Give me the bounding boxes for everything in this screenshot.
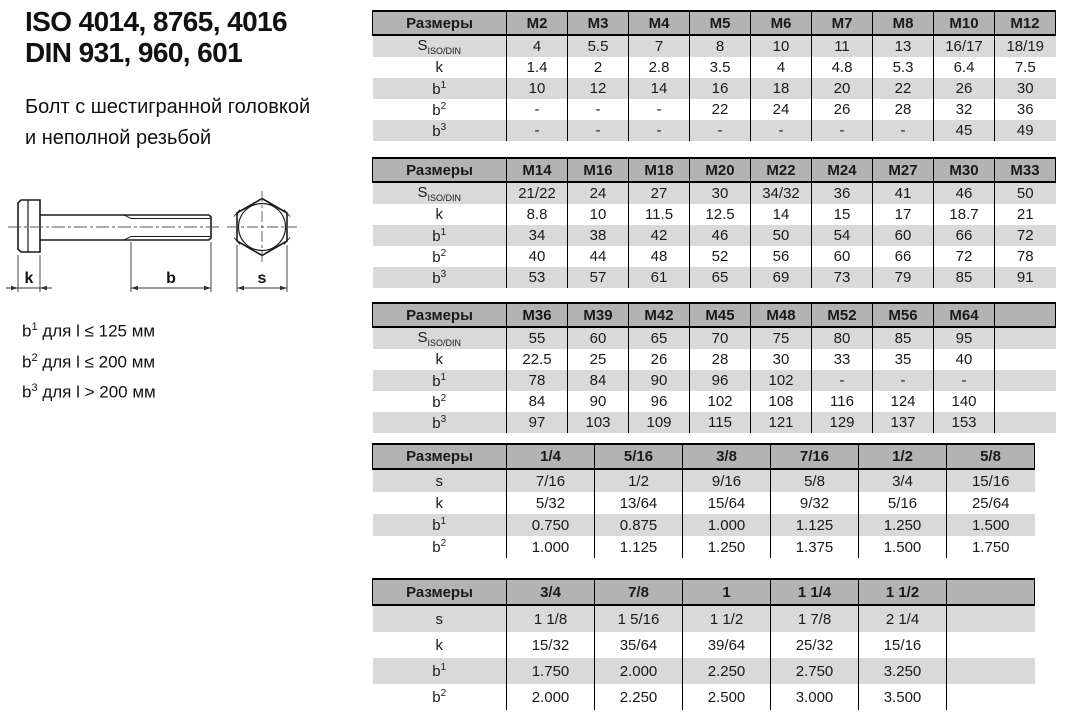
dimension-value-cell: 41 [873, 182, 934, 204]
row-label: $b^1$ [373, 78, 507, 99]
dimension-table-metric-m2-m12 [372, 10, 1056, 141]
dimension-value-cell: - [629, 99, 690, 120]
dimension-value-cell: 0.875 [595, 514, 683, 536]
table-row [373, 57, 1056, 78]
row-label: $b^2$ [373, 536, 507, 558]
dimension-value-cell [995, 370, 1056, 391]
column-header-size: 3/4 [507, 579, 595, 605]
dimension-value-cell: 3.250 [859, 658, 947, 684]
dimension-value-cell: - [568, 120, 629, 141]
dimension-value-cell: 75 [751, 327, 812, 349]
dimension-value-cell: 91 [995, 267, 1056, 288]
dimension-value-cell: 21/22 [507, 182, 568, 204]
column-header-size: M5 [690, 11, 751, 35]
dimension-value-cell: - [507, 99, 568, 120]
column-header-sizes: Размеры [373, 303, 507, 327]
dimension-value-cell: 24 [751, 99, 812, 120]
dimension-value-cell: 40 [507, 246, 568, 267]
dimension-value-cell: 7/16 [507, 469, 595, 492]
dimension-value-cell: 15/16 [947, 469, 1035, 492]
dimension-value-cell: 153 [934, 412, 995, 433]
column-header-size: 1/4 [507, 444, 595, 469]
table-row [373, 514, 1035, 536]
page-subtitle [25, 92, 310, 154]
dimension-value-cell: 60 [873, 225, 934, 246]
dimension-value-cell: 22 [690, 99, 751, 120]
dimension-value-cell: 2.000 [595, 658, 683, 684]
dimension-value-cell: 8.8 [507, 204, 568, 225]
dimension-value-cell: 30 [995, 78, 1056, 99]
dimension-value-cell: 96 [690, 370, 751, 391]
dimension-value-cell: 13/64 [595, 492, 683, 514]
legend-line-b3: $b^3$ для l > 200 мм [22, 382, 156, 402]
dimension-value-cell: 27 [629, 182, 690, 204]
column-header-size: 7/16 [771, 444, 859, 469]
row-label: k [373, 204, 507, 225]
table-row [373, 536, 1035, 558]
table-row [373, 78, 1056, 99]
table-row [373, 120, 1056, 141]
column-header-size: M2 [507, 11, 568, 35]
dimension-value-cell: 1.125 [595, 536, 683, 558]
column-header-size: M22 [751, 158, 812, 182]
dimension-value-cell: - [751, 120, 812, 141]
dimension-value-cell: 2 [568, 57, 629, 78]
dimension-value-cell: 9/32 [771, 492, 859, 514]
dimension-value-cell: 11 [812, 35, 873, 57]
dimension-value-cell: 2.250 [595, 684, 683, 710]
dimension-value-cell: 50 [995, 182, 1056, 204]
dimension-value-cell: 16 [690, 78, 751, 99]
dimension-value-cell: - [690, 120, 751, 141]
table-imperial-large [372, 578, 1035, 710]
dimension-value-cell: 1/2 [595, 469, 683, 492]
dimension-value-cell: 15/32 [507, 632, 595, 658]
dimension-value-cell: 78 [1016, 248, 1034, 265]
dimension-value-cell: - [568, 99, 629, 120]
dimension-value-cell: 65 [690, 267, 751, 288]
column-header-size: M52 [812, 303, 873, 327]
row-label: s [373, 605, 507, 632]
column-header-size [995, 303, 1056, 327]
table-imperial-small [372, 443, 1035, 558]
column-header-size: 5/16 [595, 444, 683, 469]
column-header-size: M48 [751, 303, 812, 327]
column-header-size: M10 [934, 11, 995, 35]
dimension-value-cell: 14 [629, 78, 690, 99]
dimension-value-cell: 26 [934, 78, 995, 99]
column-header-sizes: Размеры [373, 444, 507, 469]
dimension-label-b: b [166, 270, 176, 287]
dimension-value-cell: 1.250 [683, 536, 771, 558]
column-header-size: 1 1/2 [859, 579, 947, 605]
table-row [373, 182, 1056, 204]
dimension-value-cell: 55 [507, 327, 568, 349]
title-iso-line: ISO 4014, 8765, 4016 [25, 6, 287, 37]
table-row [373, 349, 1056, 370]
dimension-value-cell: 8 [690, 35, 751, 57]
table-row [373, 684, 1035, 710]
dimension-value-cell: 72 [934, 246, 995, 267]
dimension-value-cell: 1 5/16 [595, 605, 683, 632]
dimension-value-cell: 18/19 [995, 35, 1056, 57]
dimension-value-cell: 1.000 [683, 514, 771, 536]
dimension-value-cell: 15/64 [683, 492, 771, 514]
column-header-size: 5/8 [947, 444, 1035, 469]
column-header-size: M3 [568, 11, 629, 35]
dimension-value-cell: 2.250 [683, 658, 771, 684]
dimension-value-cell: 35 [873, 349, 934, 370]
column-header-sizes: Размеры [373, 579, 507, 605]
table-row [373, 658, 1035, 684]
dimension-value-cell: 5.3 [873, 57, 934, 78]
dimension-value-cell: 1.250 [859, 514, 947, 536]
table-row [373, 370, 1056, 391]
dimension-value-cell: 10 [751, 35, 812, 57]
table-row [373, 246, 1056, 267]
dimension-value-cell: 36 [1016, 101, 1034, 118]
row-label: $b^2$ [373, 391, 507, 412]
row-label: $b^3$ [373, 267, 507, 288]
dimension-value-cell: 85 [934, 267, 995, 288]
dimension-value-cell: 7 [629, 35, 690, 57]
table-row [373, 204, 1056, 225]
dimension-value-cell: 4 [507, 35, 568, 57]
dimension-table-imperial-quarter-to-5-8 [372, 443, 1035, 558]
column-header-size: M42 [629, 303, 690, 327]
column-header-size: M30 [934, 158, 995, 182]
row-label: $b^2$ [373, 99, 507, 120]
dimension-value-cell: 26 [629, 349, 690, 370]
dimension-value-cell: 96 [629, 391, 690, 412]
dimension-table-metric-m14-m33 [372, 157, 1056, 288]
table-row [373, 469, 1035, 492]
dimension-value-cell: 7.5 [1014, 59, 1036, 76]
column-header-size: 3/8 [683, 444, 771, 469]
row-label: $S_{ISO/DIN}$ [373, 182, 507, 204]
column-header-size: M4 [629, 11, 690, 35]
dimension-value-cell: 1.750 [507, 658, 595, 684]
column-header-size: 1 1/4 [771, 579, 859, 605]
dimension-value-cell: - [873, 370, 934, 391]
dimension-value-cell: 140 [934, 391, 995, 412]
dimension-value-cell: - [873, 120, 934, 141]
subtitle-line-1: Болт с шестигранной головкой [25, 96, 311, 118]
dimension-value-cell: 21 [1016, 206, 1034, 223]
dimension-value-cell: 1.125 [771, 514, 859, 536]
table-row [373, 225, 1056, 246]
dimension-label-s: s [257, 270, 267, 287]
dimension-value-cell: 73 [812, 267, 873, 288]
column-header-size: 1 [683, 579, 771, 605]
column-header-size: M14 [507, 158, 568, 182]
dimension-value-cell: 4.8 [812, 57, 873, 78]
dimension-value-cell: 46 [690, 225, 751, 246]
row-label: $b^2$ [373, 246, 507, 267]
dimension-value-cell: 65 [629, 327, 690, 349]
legend-line-b1: $b^1$ для l ≤ 125 мм [22, 321, 156, 341]
row-label: k [373, 57, 507, 78]
dimension-value-cell: 25/32 [771, 632, 859, 658]
dimension-value-cell: 24 [568, 182, 629, 204]
dimension-value-cell: 1.375 [771, 536, 859, 558]
dimension-value-cell: 50 [751, 225, 812, 246]
dimension-value-cell: 108 [751, 391, 812, 412]
dimension-value-cell: 46 [934, 182, 995, 204]
row-label: k [373, 492, 507, 514]
table-row [373, 35, 1056, 57]
dimension-value-cell: 56 [751, 246, 812, 267]
dimension-value-cell: 137 [873, 412, 934, 433]
dimension-value-cell: 2.8 [629, 57, 690, 78]
dimension-value-cell: 44 [568, 246, 629, 267]
dimension-value-cell: 33 [812, 349, 873, 370]
dimension-value-cell: 49 [995, 120, 1056, 141]
dimension-value-cell: 13 [873, 35, 934, 57]
dimension-value-cell: 10 [507, 78, 568, 99]
dimension-value-cell: 6.4 [934, 57, 995, 78]
row-label: k [373, 632, 507, 658]
dimension-value-cell: 84 [568, 370, 629, 391]
column-header-size: M12 [995, 11, 1056, 35]
table-metric-m2-m12 [372, 10, 1056, 141]
dimension-value-cell: - [507, 120, 568, 141]
dimension-value-cell [995, 412, 1056, 433]
dimension-value-cell [995, 327, 1056, 349]
dimension-value-cell: 45 [934, 120, 995, 141]
column-header-size: M24 [812, 158, 873, 182]
row-label: $S_{ISO/DIN}$ [373, 327, 507, 349]
page-title [25, 6, 287, 68]
subtitle-line-2: и неполной резьбой [25, 127, 212, 149]
dimension-value-cell: 102 [690, 391, 751, 412]
row-label: k [373, 349, 507, 370]
column-header-size: M7 [812, 11, 873, 35]
dimension-value-cell: 1.000 [507, 536, 595, 558]
dimension-value-cell: 79 [873, 267, 934, 288]
column-header-size: M16 [568, 158, 629, 182]
dimension-value-cell: 17 [873, 204, 934, 225]
column-header-size: M39 [568, 303, 629, 327]
dimension-label-k: k [24, 270, 34, 287]
dimension-value-cell: 115 [690, 412, 751, 433]
table-row [373, 632, 1035, 658]
table-metric-m36-m64 [372, 302, 1056, 433]
column-header-size: M33 [995, 158, 1056, 182]
dimension-value-cell: 48 [629, 246, 690, 267]
dimension-value-cell: 84 [507, 391, 568, 412]
dimension-value-cell: 28 [873, 99, 934, 120]
row-label: $b^1$ [373, 658, 507, 684]
dimension-value-cell: 4 [751, 57, 812, 78]
dimension-value-cell: 3.500 [859, 684, 947, 710]
dimension-value-cell: 121 [751, 412, 812, 433]
dimension-value-cell: 5/8 [771, 469, 859, 492]
dimension-value-cell: 1 1/2 [683, 605, 771, 632]
dimension-value-cell: 2.500 [683, 684, 771, 710]
dimension-value-cell: 1.750 [971, 538, 1010, 556]
dimension-value-cell: 32 [934, 99, 995, 120]
dimension-value-cell: 116 [812, 391, 873, 412]
title-din-line: DIN 931, 960, 601 [25, 37, 243, 68]
dimension-value-cell: 36 [812, 182, 873, 204]
table-metric-m14-m33 [372, 157, 1056, 288]
dimension-value-cell: 61 [629, 267, 690, 288]
column-header-size [947, 579, 1035, 605]
dimension-value-cell: 5.5 [568, 35, 629, 57]
row-label: s [373, 469, 507, 492]
dimension-value-cell: 28 [690, 349, 751, 370]
dimension-value-cell: 85 [873, 327, 934, 349]
dimension-value-cell [947, 605, 1035, 632]
dimension-value-cell [995, 391, 1056, 412]
dimension-value-cell: 12.5 [690, 204, 751, 225]
dimension-value-cell: 78 [507, 370, 568, 391]
dimension-value-cell: 16/17 [934, 35, 995, 57]
dimension-value-cell: - [934, 370, 995, 391]
dimension-value-cell: 34/32 [751, 182, 812, 204]
row-label: $b^1$ [373, 225, 507, 246]
dimension-value-cell: 10 [568, 204, 629, 225]
dimension-value-cell: 20 [812, 78, 873, 99]
row-label: $S_{ISO/DIN}$ [373, 35, 507, 57]
column-header-size: 1/2 [859, 444, 947, 469]
dimension-value-cell: 11.5 [629, 204, 690, 225]
dimension-value-cell: 2.750 [771, 658, 859, 684]
dimension-table-metric-m36-m64 [372, 302, 1056, 433]
row-label: $b^1$ [373, 514, 507, 536]
dimension-value-cell: 9/16 [683, 469, 771, 492]
dimension-value-cell: 22.5 [507, 349, 568, 370]
bolt-side-view [18, 200, 211, 252]
table-row [373, 492, 1035, 514]
dimension-value-cell: 66 [934, 225, 995, 246]
dimension-value-cell: 18.7 [934, 204, 995, 225]
column-header-size: M18 [629, 158, 690, 182]
table-row [373, 605, 1035, 632]
row-label: $b^3$ [373, 412, 507, 433]
dimension-value-cell: 22 [873, 78, 934, 99]
dimension-value-cell: 25 [568, 349, 629, 370]
dimension-value-cell: 14 [751, 204, 812, 225]
dimension-value-cell: 124 [873, 391, 934, 412]
dimension-value-cell: 90 [629, 370, 690, 391]
thread-length-legend [22, 314, 156, 406]
dimension-value-cell: - [629, 120, 690, 141]
dimension-value-cell: - [812, 370, 873, 391]
dimension-value-cell: 0.750 [507, 514, 595, 536]
dimension-value-cell: 1.500 [859, 536, 947, 558]
dimension-value-cell: 3.000 [771, 684, 859, 710]
column-header-size: M27 [873, 158, 934, 182]
dimension-value-cell: 60 [812, 246, 873, 267]
dimension-value-cell: 35/64 [595, 632, 683, 658]
dimension-value-cell: 39/64 [683, 632, 771, 658]
dimension-value-cell: 102 [751, 370, 812, 391]
dimension-value-cell: 15 [812, 204, 873, 225]
table-row [373, 391, 1056, 412]
table-row [373, 412, 1056, 433]
dimension-value-cell: 42 [629, 225, 690, 246]
dimension-table-imperial-3-4-to-1-1-2 [372, 578, 1035, 710]
dimension-value-cell: 30 [751, 349, 812, 370]
dimension-value-cell: 57 [568, 267, 629, 288]
column-header-sizes: Размеры [373, 11, 507, 35]
dimension-value-cell: 18 [751, 78, 812, 99]
dimension-value-cell [995, 349, 1056, 370]
column-header-size: M36 [507, 303, 568, 327]
dimension-value-cell: 54 [812, 225, 873, 246]
dimension-value-cell: 1 7/8 [771, 605, 859, 632]
column-header-size: M8 [873, 11, 934, 35]
legend-line-b2: $b^2$ для l ≤ 200 мм [22, 351, 156, 372]
bolt-technical-drawing [0, 178, 310, 308]
column-header-size: M64 [934, 303, 995, 327]
column-header-size: M20 [690, 158, 751, 182]
dimension-value-cell: 90 [568, 391, 629, 412]
dimension-value-cell: 52 [690, 246, 751, 267]
dimension-value-cell: 30 [690, 182, 751, 204]
dimension-value-cell: 3.5 [690, 57, 751, 78]
dimension-value-cell [947, 684, 1035, 710]
dimension-value-cell: 5/16 [859, 492, 947, 514]
dimension-value-cell: 1 1/8 [507, 605, 595, 632]
column-header-size: M56 [873, 303, 934, 327]
dimension-value-cell: 1.500 [947, 514, 1035, 536]
dimension-value-cell: 66 [873, 246, 934, 267]
column-header-size: M45 [690, 303, 751, 327]
table-row [373, 327, 1056, 349]
dimension-value-cell: 103 [568, 412, 629, 433]
dimension-value-cell: 69 [751, 267, 812, 288]
dimension-value-cell: 70 [690, 327, 751, 349]
column-header-size: M6 [751, 11, 812, 35]
dimension-value-cell: 5/32 [507, 492, 595, 514]
dimension-value-cell: 2 1/4 [859, 605, 947, 632]
dimension-value-cell: 95 [934, 327, 995, 349]
dimension-value-cell [947, 632, 1035, 658]
dimension-value-cell: 2.000 [507, 684, 595, 710]
row-label: $b^2$ [373, 684, 507, 710]
dimension-value-cell: 26 [812, 99, 873, 120]
dimension-value-cell: 38 [568, 225, 629, 246]
dimension-value-cell: 109 [629, 412, 690, 433]
dimension-value-cell: 3/4 [859, 469, 947, 492]
table-row [373, 99, 1056, 120]
dimension-value-cell: 80 [812, 327, 873, 349]
dimension-value-cell: 15/16 [859, 632, 947, 658]
dimension-value-cell: 40 [934, 349, 995, 370]
table-row [373, 267, 1056, 288]
dimension-value-cell: 60 [568, 327, 629, 349]
dimension-value-cell [947, 658, 1035, 684]
dimension-value-cell: 97 [507, 412, 568, 433]
dimension-value-cell: 34 [507, 225, 568, 246]
dimension-value-cell: 53 [507, 267, 568, 288]
dimension-value-cell: 25/64 [971, 494, 1010, 512]
row-label: $b^3$ [373, 120, 507, 141]
column-header-size: 7/8 [595, 579, 683, 605]
dimension-value-cell: 129 [812, 412, 873, 433]
column-header-sizes: Размеры [373, 158, 507, 182]
dimension-value-cell: 12 [568, 78, 629, 99]
dimension-value-cell: 1.4 [507, 57, 568, 78]
dimension-value-cell: 72 [995, 225, 1056, 246]
dimension-value-cell: - [812, 120, 873, 141]
row-label: $b^1$ [373, 370, 507, 391]
